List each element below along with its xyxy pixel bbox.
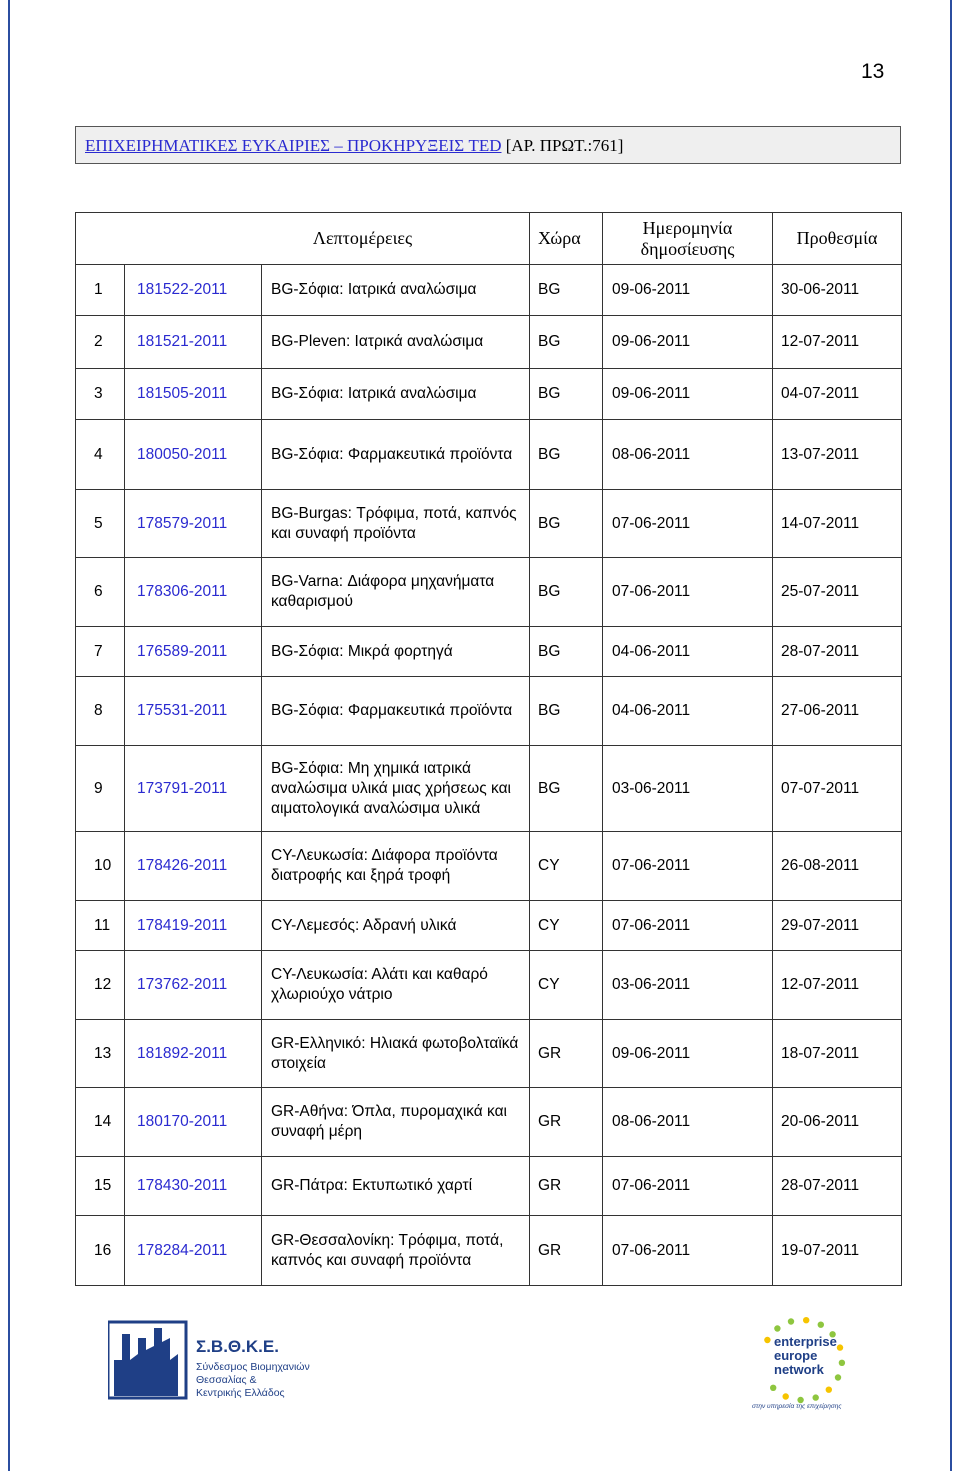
publication-date: 03-06-2011 — [603, 951, 773, 1020]
table-row — [76, 558, 902, 627]
country-code: BG — [530, 369, 603, 420]
row-number: 7 — [76, 627, 125, 677]
table-body — [76, 265, 902, 1286]
tender-ref-link[interactable]: 180170-2011 — [125, 1088, 262, 1157]
country-code: CY — [530, 832, 603, 901]
logo-line1: Σύνδεσμος Βιομηχανιών — [196, 1361, 310, 1373]
star-dot — [803, 1317, 809, 1323]
table-row — [76, 627, 902, 677]
tender-ref-link[interactable]: 173791-2011 — [125, 746, 262, 832]
publication-date: 04-06-2011 — [603, 677, 773, 746]
een-line2: europe — [774, 1348, 818, 1363]
deadline-date: 12-07-2011 — [773, 316, 902, 369]
tender-ref-link[interactable]: 178579-2011 — [125, 490, 262, 558]
table-row — [76, 1216, 902, 1286]
row-number: 5 — [76, 490, 125, 558]
country-code: BG — [530, 746, 603, 832]
factory-icon — [108, 1322, 186, 1398]
table-row — [76, 265, 902, 316]
table-row — [76, 1020, 902, 1088]
publication-date: 07-06-2011 — [603, 558, 773, 627]
row-number: 8 — [76, 677, 125, 746]
tender-ref-link[interactable]: 181892-2011 — [125, 1020, 262, 1088]
publication-date: 04-06-2011 — [603, 627, 773, 677]
table-row — [76, 316, 902, 369]
table-row — [76, 369, 902, 420]
star-dot — [788, 1318, 794, 1324]
row-number: 10 — [76, 832, 125, 901]
country-code: BG — [530, 490, 603, 558]
row-number: 12 — [76, 951, 125, 1020]
publication-date: 09-06-2011 — [603, 316, 773, 369]
tender-ref-link[interactable]: 173762-2011 — [125, 951, 262, 1020]
table-row — [76, 746, 902, 832]
deadline-date: 28-07-2011 — [773, 1157, 902, 1216]
table-row — [76, 1157, 902, 1216]
logo-line3: Κεντρικής Ελλάδος — [196, 1387, 285, 1399]
deadline-date: 18-07-2011 — [773, 1020, 902, 1088]
publication-date: 09-06-2011 — [603, 265, 773, 316]
tender-details: CY-Λευκωσία: Αλάτι και καθαρό χλωριούχο νάτριο — [262, 951, 530, 1020]
deadline-date: 30-06-2011 — [773, 265, 902, 316]
country-code: BG — [530, 558, 603, 627]
star-dot — [835, 1374, 841, 1380]
row-number: 15 — [76, 1157, 125, 1216]
een-logo — [750, 1312, 860, 1412]
deadline-date: 04-07-2011 — [773, 369, 902, 420]
star-dot — [774, 1325, 780, 1331]
publication-date: 09-06-2011 — [603, 1020, 773, 1088]
tenders-table — [75, 212, 902, 1286]
table-row — [76, 1088, 902, 1157]
table-row — [76, 490, 902, 558]
tender-details: BG-Σόφια: Ιατρικά αναλώσιμα — [262, 369, 530, 420]
svthke-logo — [108, 1320, 338, 1400]
country-code: CY — [530, 951, 603, 1020]
country-code: BG — [530, 265, 603, 316]
row-number: 14 — [76, 1088, 125, 1157]
star-dot — [837, 1344, 843, 1350]
tender-details: CY-Λεμεσός: Αδρανή υλικά — [262, 901, 530, 951]
row-number: 11 — [76, 901, 125, 951]
title-reference: [ΑΡ. ΠΡΩΤ.:761] — [501, 136, 624, 155]
een-line3: network — [774, 1362, 824, 1377]
publication-date: 08-06-2011 — [603, 420, 773, 490]
tender-details: GR-Πάτρα: Εκτυπωτικό χαρτί — [262, 1157, 530, 1216]
table-row — [76, 832, 902, 901]
row-number: 13 — [76, 1020, 125, 1088]
table-row — [76, 901, 902, 951]
star-dot — [764, 1337, 770, 1343]
row-number: 2 — [76, 316, 125, 369]
deadline-date: 20-06-2011 — [773, 1088, 902, 1157]
row-number: 3 — [76, 369, 125, 420]
star-dot — [783, 1393, 789, 1399]
header-details: Λεπτομέρειες — [76, 213, 530, 265]
tender-ref-link[interactable]: 178419-2011 — [125, 901, 262, 951]
tender-ref-link[interactable]: 178284-2011 — [125, 1216, 262, 1286]
tender-ref-link[interactable]: 181522-2011 — [125, 265, 262, 316]
tender-details: BG-Σόφια: Ιατρικά αναλώσιμα — [262, 265, 530, 316]
country-code: GR — [530, 1157, 603, 1216]
publication-date: 03-06-2011 — [603, 746, 773, 832]
header-published — [603, 213, 773, 265]
deadline-date: 14-07-2011 — [773, 490, 902, 558]
row-number: 16 — [76, 1216, 125, 1286]
header-published-line1: Ημερομηνία — [642, 217, 733, 238]
tender-details: GR-Ελληνικό: Ηλιακά φωτοβολταϊκά στοιχεία — [262, 1020, 530, 1088]
header-published-line2: δημοσίευσης — [640, 238, 735, 259]
tender-ref-link[interactable]: 178430-2011 — [125, 1157, 262, 1216]
publication-date: 07-06-2011 — [603, 832, 773, 901]
deadline-date: 28-07-2011 — [773, 627, 902, 677]
een-line1: enterprise — [774, 1334, 837, 1349]
publication-date: 09-06-2011 — [603, 369, 773, 420]
header-deadline: Προθεσμία — [773, 213, 902, 265]
logo-abbrev: Σ.Β.Θ.Κ.Ε. — [196, 1337, 279, 1356]
tender-details: BG-Σόφια: Φαρμακευτικά προϊόντα — [262, 677, 530, 746]
row-number: 6 — [76, 558, 125, 627]
row-number: 4 — [76, 420, 125, 490]
publication-date: 07-06-2011 — [603, 901, 773, 951]
deadline-date: 27-06-2011 — [773, 677, 902, 746]
country-code: GR — [530, 1216, 603, 1286]
country-code: GR — [530, 1088, 603, 1157]
deadline-date: 29-07-2011 — [773, 901, 902, 951]
tender-ref-link[interactable]: 178306-2011 — [125, 558, 262, 627]
section-title — [75, 126, 901, 164]
country-code: BG — [530, 316, 603, 369]
table-row — [76, 420, 902, 490]
tender-ref-link[interactable]: 178426-2011 — [125, 832, 262, 901]
country-code: BG — [530, 627, 603, 677]
row-number: 1 — [76, 265, 125, 316]
row-number: 9 — [76, 746, 125, 832]
page-number: 13 — [861, 60, 885, 83]
deadline-date: 26-08-2011 — [773, 832, 902, 901]
deadline-date: 19-07-2011 — [773, 1216, 902, 1286]
table-row — [76, 677, 902, 746]
tender-ref-link[interactable]: 176589-2011 — [125, 627, 262, 677]
table-row — [76, 951, 902, 1020]
deadline-date: 07-07-2011 — [773, 746, 902, 832]
tender-details: BG-Σόφια: Φαρμακευτικά προϊόντα — [262, 420, 530, 490]
tender-ref-link[interactable]: 180050-2011 — [125, 420, 262, 490]
country-code: BG — [530, 677, 603, 746]
tender-details: BG-Σόφια: Μικρά φορτηγά — [262, 627, 530, 677]
star-dot — [813, 1394, 819, 1400]
tender-ref-link[interactable]: 181521-2011 — [125, 316, 262, 369]
header-country: Χώρα — [530, 213, 603, 265]
tender-details: BG-Σόφια: Μη χημικά ιατρικά αναλώσιμα υλικά μιας χρήσεως και αιματολογικά αναλώσιμα υλικά — [262, 746, 530, 832]
tender-details: CY-Λευκωσία: Διάφορα προϊόντα διατροφής και ξηρά τροφή — [262, 832, 530, 901]
tender-details: BG-Burgas: Τρόφιμα, ποτά, καπνός και συναφή προϊόντα — [262, 490, 530, 558]
deadline-date: 13-07-2011 — [773, 420, 902, 490]
tender-details: BG-Pleven: Ιατρικά αναλώσιμα — [262, 316, 530, 369]
publication-date: 07-06-2011 — [603, 1157, 773, 1216]
tender-details: BG-Varna: Διάφορα μηχανήματα καθαρισμού — [262, 558, 530, 627]
country-code: CY — [530, 901, 603, 951]
tender-details: GR-Αθήνα: Όπλα, πυρομαχικά και συναφή μέρη — [262, 1088, 530, 1157]
star-dot — [826, 1387, 832, 1393]
star-dot — [818, 1322, 824, 1328]
logo-line2: Θεσσαλίας & — [196, 1374, 257, 1386]
publication-date: 07-06-2011 — [603, 1216, 773, 1286]
table-header-row — [76, 213, 902, 265]
tender-details: GR-Θεσσαλονίκη: Τρόφιμα, ποτά, καπνός και συναφή προϊόντα — [262, 1216, 530, 1286]
tender-ref-link[interactable]: 181505-2011 — [125, 369, 262, 420]
deadline-date: 12-07-2011 — [773, 951, 902, 1020]
deadline-date: 25-07-2011 — [773, 558, 902, 627]
country-code: GR — [530, 1020, 603, 1088]
star-dot — [770, 1385, 776, 1391]
title-link[interactable]: ΕΠΙΧΕΙΡΗΜΑΤΙΚΕΣ ΕΥΚΑΙΡΙΕΣ – ΠΡΟΚΗΡΥΞΕΙΣ TED — [85, 136, 502, 155]
country-code: BG — [530, 420, 603, 490]
een-tagline: στην υπηρεσία της επιχείρησης — [752, 1403, 842, 1410]
publication-date: 08-06-2011 — [603, 1088, 773, 1157]
publication-date: 07-06-2011 — [603, 490, 773, 558]
star-dot — [839, 1360, 845, 1366]
tender-ref-link[interactable]: 175531-2011 — [125, 677, 262, 746]
